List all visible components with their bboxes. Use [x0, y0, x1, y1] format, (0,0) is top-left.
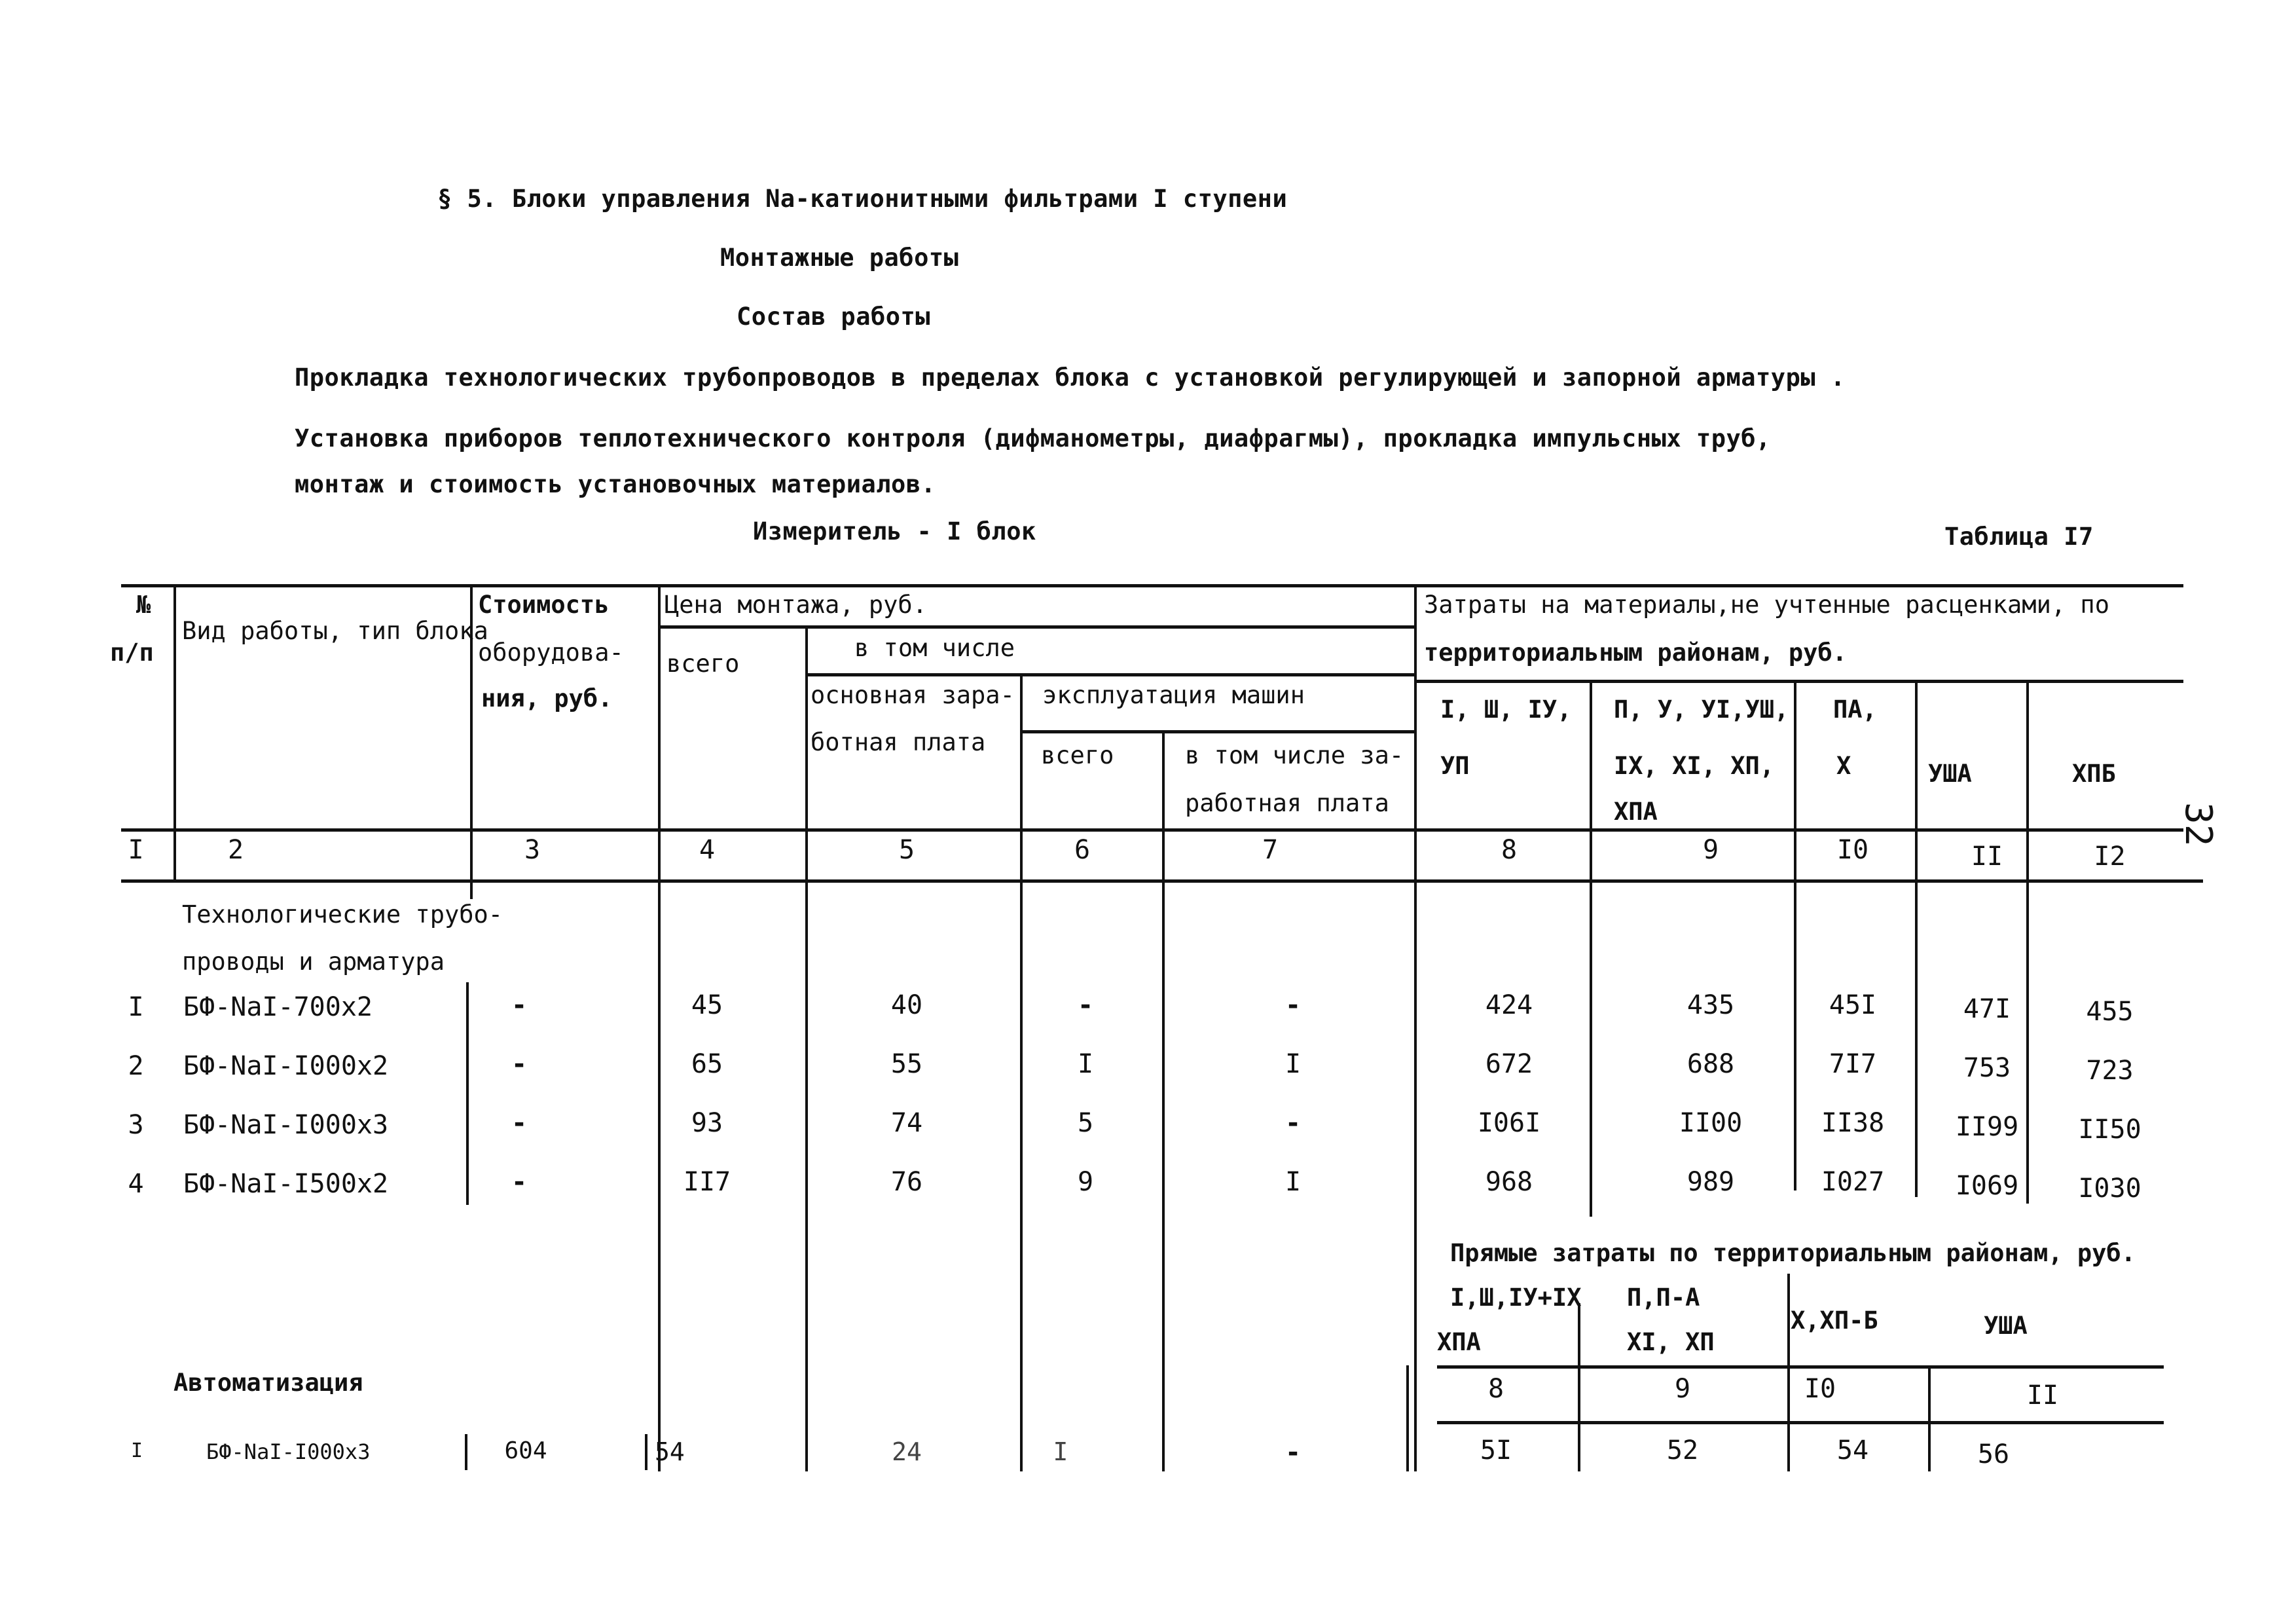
- auto-row-total: 54: [655, 1437, 685, 1466]
- header-no-2: п/п: [110, 638, 154, 667]
- section-title: § 5. Блоки управления Na-катионитными фильтрами I ступени: [437, 185, 1288, 213]
- section-pipelines-2: проводы и арматура: [182, 948, 445, 976]
- auto-row-d8: 5I: [1480, 1435, 1512, 1466]
- header-total: всего: [666, 650, 740, 678]
- row1-name: БФ-NaI-700x2: [183, 992, 373, 1022]
- vline-auto-name: [465, 1434, 467, 1470]
- vline-c2-tail: [470, 879, 473, 899]
- section-pipelines-1: Технологические трубо-: [182, 900, 503, 929]
- header-region-9-1: П, У, УI,УШ,: [1614, 695, 1789, 724]
- header-region-9-2: IX, XI, XП,: [1614, 752, 1775, 780]
- vline-c3: [658, 584, 661, 1471]
- header-machines-wage-2: работная плата: [1185, 789, 1389, 817]
- rule-incl-sub: [805, 673, 1414, 676]
- header-region-12: XПБ: [2072, 760, 2116, 788]
- header-materials-1: Затраты на материалы,не учтенные расценками, по: [1424, 591, 2109, 619]
- header-region-8-1: I, Ш, IУ,: [1440, 695, 1572, 724]
- header-wage-1: основная зара-: [811, 681, 1015, 709]
- auto-row-cost: 604: [504, 1437, 547, 1464]
- direct-colnum-10: I0: [1804, 1374, 1836, 1404]
- header-cost-2: оборудова-: [478, 638, 624, 667]
- direct-col10: X,XП-Б: [1791, 1306, 1878, 1335]
- colnum-12: I2: [2094, 841, 2126, 872]
- section-automation: Автоматизация: [173, 1369, 363, 1397]
- row1-no: I: [128, 992, 144, 1022]
- header-install-price: Цена монтажа, руб.: [665, 591, 927, 619]
- colnum-8: 8: [1501, 835, 1518, 865]
- header-machines: эксплуатация машин: [1042, 681, 1305, 709]
- row4-r8: 968: [1485, 1167, 1533, 1197]
- row2-r9: 688: [1686, 1049, 1735, 1079]
- header-no-1: №: [136, 591, 151, 619]
- row4-mach: 9: [1077, 1167, 1094, 1197]
- rule-direct-header: [1437, 1365, 2164, 1369]
- header-materials-2: территориальным районам, руб.: [1424, 638, 1848, 667]
- description-line-1: Прокладка технологических трубопроводов в пределах блока с установкой регулирующей и запорной арматуры .: [295, 363, 1846, 392]
- row1-cost: -: [511, 990, 528, 1020]
- colnum-9: 9: [1702, 835, 1719, 865]
- direct-col9-2: XI, XП: [1627, 1328, 1715, 1356]
- row3-wage: 74: [890, 1108, 923, 1138]
- direct-col8-1: I,Ш,IУ+IX: [1450, 1283, 1582, 1312]
- row1-wage: 40: [890, 990, 923, 1020]
- vline-name-body: [466, 982, 469, 1205]
- colnum-10: I0: [1836, 835, 1869, 865]
- auto-row-wage: 24: [892, 1437, 922, 1466]
- auto-row-no: I: [131, 1439, 143, 1462]
- direct-costs-title: Прямые затраты по территориальным районам, руб.: [1450, 1239, 2136, 1267]
- row3-r9: II00: [1679, 1108, 1743, 1138]
- row3-mach: 5: [1077, 1108, 1094, 1138]
- header-wage-2: ботная плата: [811, 728, 986, 756]
- row1-r10: 45I: [1829, 990, 1877, 1020]
- header-machines-total: всего: [1041, 741, 1114, 769]
- direct-col8-2: XПА: [1437, 1328, 1481, 1356]
- row3-r11: II99: [1955, 1112, 2019, 1142]
- auto-row-mach: I: [1053, 1437, 1068, 1466]
- row4-r11: I069: [1955, 1171, 2019, 1201]
- row2-r12: 723: [2086, 1056, 2134, 1086]
- row3-r12: II50: [2078, 1115, 2141, 1145]
- row4-name: БФ-NaI-I500x2: [183, 1169, 389, 1199]
- vline-c4: [805, 625, 808, 1471]
- rule-direct-colnum: [1437, 1421, 2164, 1424]
- description-line-2: Установка приборов теплотехнического контроля (дифманометры, диафрагмы), прокладка импульсных труб,: [295, 424, 1771, 452]
- header-work-type: Вид работы, тип блока: [182, 617, 488, 645]
- colnum-2: 2: [227, 835, 244, 865]
- auto-row-name: БФ-NaI-I000x3: [206, 1439, 371, 1464]
- row3-r10: II38: [1821, 1108, 1885, 1138]
- description-line-3: монтаж и стоимость установочных материалов.: [295, 470, 936, 498]
- row4-r9: 989: [1686, 1167, 1735, 1197]
- row2-wage: 55: [890, 1049, 923, 1079]
- direct-col9-1: П,П-А: [1627, 1283, 1700, 1312]
- header-cost-1: Стоимость: [478, 591, 610, 619]
- subtitle-work-composition: Состав работы: [737, 303, 931, 331]
- vline-d2-top: [1787, 1274, 1790, 1320]
- row2-r8: 672: [1485, 1049, 1533, 1079]
- row3-name: БФ-NaI-I000x3: [183, 1110, 389, 1140]
- subtitle-installation: Монтажные работы: [720, 244, 959, 272]
- row2-mwage: I: [1285, 1049, 1302, 1079]
- row1-mwage: -: [1285, 990, 1302, 1020]
- rule-header-bottom: [121, 828, 2183, 832]
- row3-r8: I06I: [1477, 1108, 1541, 1138]
- row2-no: 2: [128, 1051, 144, 1081]
- direct-colnum-9: 9: [1674, 1374, 1691, 1404]
- row1-r9: 435: [1686, 990, 1735, 1020]
- row3-mwage: -: [1285, 1108, 1302, 1138]
- header-region-8-2: УП: [1440, 752, 1470, 780]
- colnum-1: I: [128, 835, 144, 865]
- measure-unit: Измеритель - I блок: [753, 517, 1036, 545]
- colnum-6: 6: [1074, 835, 1091, 865]
- row4-r12: I030: [2078, 1173, 2141, 1204]
- direct-col11: УШA: [1984, 1312, 2028, 1340]
- row1-r11: 47I: [1963, 994, 2011, 1024]
- vline-c7: [1414, 584, 1417, 1471]
- row3-total: 93: [691, 1108, 723, 1138]
- row2-mach: I: [1077, 1049, 1094, 1079]
- direct-colnum-11: II: [2026, 1380, 2059, 1411]
- row1-mach: -: [1077, 990, 1094, 1020]
- header-region-10-1: ПА,: [1833, 695, 1877, 724]
- direct-colnum-8: 8: [1487, 1374, 1504, 1404]
- colnum-5: 5: [898, 835, 915, 865]
- row4-r10: I027: [1821, 1167, 1885, 1197]
- row3-no: 3: [128, 1110, 144, 1140]
- header-cost-3: ния, руб.: [481, 684, 613, 712]
- row1-total: 45: [691, 990, 723, 1020]
- colnum-11: II: [1971, 841, 2003, 872]
- rule-top: [121, 584, 2183, 587]
- row4-mwage: I: [1285, 1167, 1302, 1197]
- row2-total: 65: [691, 1049, 723, 1079]
- colnum-3: 3: [524, 835, 541, 865]
- row2-r10: 7I7: [1829, 1049, 1877, 1079]
- row2-name: БФ-NaI-I000x2: [183, 1051, 389, 1081]
- table-label: Таблица I7: [1944, 523, 2094, 551]
- header-including: в том числе: [854, 634, 1015, 662]
- header-region-9-3: XПА: [1614, 798, 1658, 826]
- header-region-10-2: X: [1836, 752, 1851, 780]
- auto-row-d9: 52: [1666, 1435, 1699, 1466]
- row2-cost: -: [511, 1049, 528, 1079]
- header-region-11: УШA: [1928, 760, 1972, 788]
- auto-row-mwage: -: [1285, 1437, 1302, 1467]
- rule-machines-sub: [1020, 730, 1414, 733]
- row4-no: 4: [128, 1169, 144, 1199]
- header-machines-wage-1: в том числе за-: [1185, 741, 1404, 769]
- row4-total: II7: [683, 1167, 731, 1197]
- row3-cost: -: [511, 1108, 528, 1138]
- row4-wage: 76: [890, 1167, 923, 1197]
- vline-auto-cost: [645, 1434, 647, 1470]
- auto-row-d11: 56: [1977, 1439, 2010, 1469]
- auto-row-d10: 54: [1836, 1435, 1869, 1466]
- rule-materials-sub: [1414, 680, 2183, 683]
- colnum-4: 4: [699, 835, 716, 865]
- colnum-7: 7: [1262, 835, 1279, 865]
- row4-cost: -: [511, 1167, 528, 1197]
- rule-price-sub: [658, 625, 1414, 629]
- page-number: 32: [2177, 802, 2219, 847]
- row2-r11: 753: [1963, 1053, 2011, 1083]
- row1-r8: 424: [1485, 990, 1533, 1020]
- row1-r12: 455: [2086, 997, 2134, 1027]
